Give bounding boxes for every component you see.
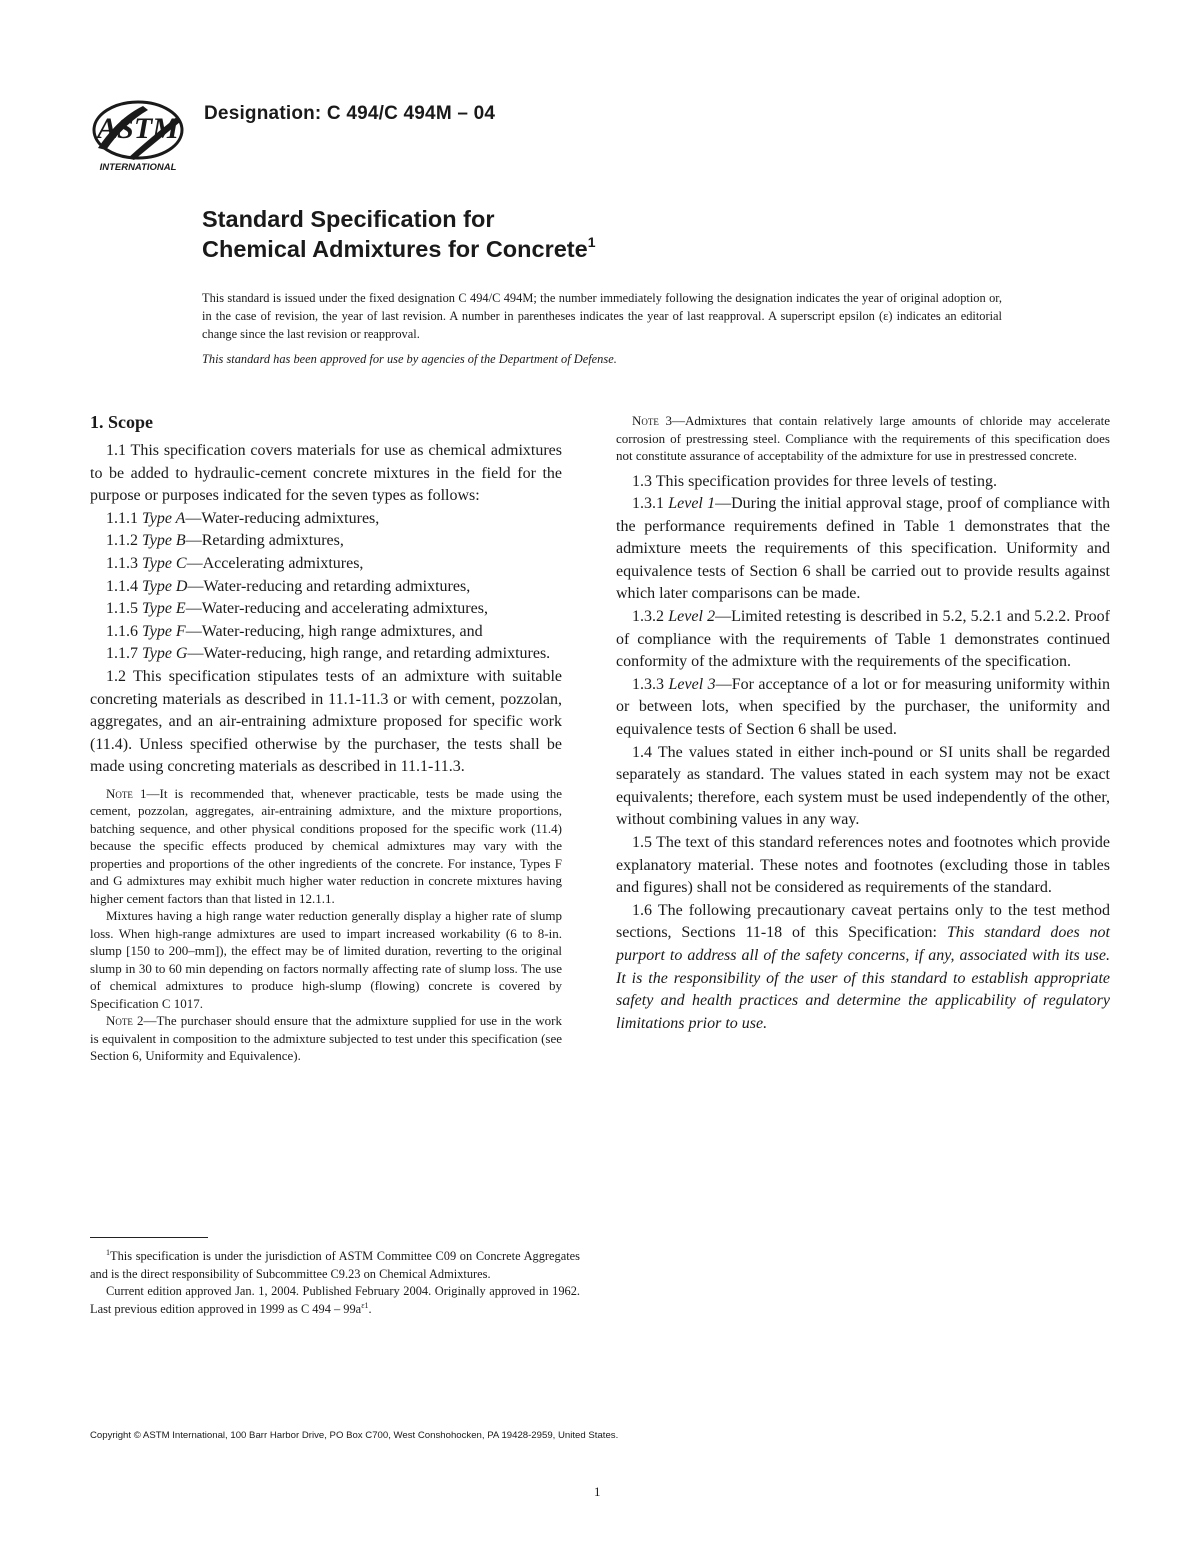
designation: Designation: C 494/C 494M – 04 (204, 103, 496, 124)
type-item: 1.1.7 Type G—Water-reducing, high range, and retarding admixtures. (106, 645, 551, 663)
paragraph-1-3-1: 1.3.1 Level 1—During the initial approval stage, proof of compliance with the performance requirements defined in Table 1 demonstrates that the admixture meets the requirements of this specification. Uniformity and equivalence tests of Section 6 shall be carried out to provide results against which later comparisons can be made. (616, 495, 1110, 603)
footnote-rule (90, 1237, 208, 1238)
types-list (90, 508, 562, 666)
paragraph-1-3-2: 1.3.2 Level 2—Limited retesting is described in 5.2, 5.2.1 and 5.2.2. Proof of compliance with the requirements of Table 1 demonstrates continued conformity of the admixture with the requirements of the specification. (616, 608, 1111, 671)
paragraph-1-2: 1.2 This specification stipulates tests of an admixture with suitable concreting materials as described in 11.1-11.3 or with cement, pozzolan, aggregates, and an air-entraining admixture proposed for specific work (11.4). Unless specified otherwise by the purchaser, the tests shall be made using concreting materials as described in 11.1-11.3. (90, 667, 562, 776)
svg-text:ASTM: ASTM (97, 112, 179, 145)
type-item: 1.1.1 Type A—Water-reducing admixtures, (106, 509, 380, 527)
astm-logo (88, 98, 188, 174)
type-item: 1.1.6 Type F—Water-reducing, high range admixtures, and (106, 622, 483, 640)
type-item: 1.1.3 Type C—Accelerating admixtures, (106, 554, 364, 572)
footnotes (90, 1248, 580, 1318)
title-line-2: Chemical Admixtures for Concrete$^1$ (202, 234, 596, 262)
safety-caveat: This standard does not purport to address all of the safety concerns, if any, associated with its use. It is the responsibility of the user of this standard to establish appropriate safety and health practices and determine the applicability of regulatory limitations prior to use. (616, 924, 1110, 1032)
page-number: 1 (594, 1484, 601, 1499)
paragraph-1-3-3: 1.3.3 Level 3—For acceptance of a lot or for measuring uniformity within or between lots, when specified by the purchaser, the uniformity and equivalence tests of Section 6 shall be used. (616, 675, 1110, 739)
left-column (90, 410, 562, 1065)
document-title (202, 204, 595, 264)
copyright: Copyright © ASTM International, 100 Barr Harbor Drive, PO Box C700, West Conshohocken, PA 19428-2959, United States. (90, 1430, 619, 1441)
title-footnote-marker: 1 (587, 234, 596, 250)
type-item: 1.1.2 Type B—Retarding admixtures, (106, 532, 344, 550)
footnote-1: $^1$This specification is under the jurisdiction of ASTM Committee C09 on Concrete Aggregates and is the direct responsibility of Subcommittee C9.23 on Chemical Admixtures. (90, 1248, 580, 1281)
paragraph-1-1: 1.1 This specification covers materials for use as chemical admixtures to be added to hydraulic-cement concrete mixtures in the field for the purpose or purposes indicated for the seven types as follows: (90, 442, 562, 505)
note-1: Note 1—It is recommended that, whenever practicable, tests be made using the cement, pozzolan, aggregates, air-entraining admixture, and the mixture proportions, batching sequence, and other physical conditions proposed for the specific work (11.4) because the specific effects produced by chemical admixtures may vary with the properties and proportions of the other ingredients of the concrete. For instance, Types F and G admixtures may exhibit much higher water reduction in concrete mixtures having higher cement factors than that listed in 12.1.1. (90, 785, 562, 906)
type-item: 1.1.5 Type E—Water-reducing and accelerating admixtures, (106, 600, 488, 618)
svg-text:INTERNATIONAL: INTERNATIONAL (99, 162, 177, 173)
note-3: Note 3—Admixtures that contain relatively large amounts of chloride may accelerate corrosion of prestressing steel. Compliance with the requirements of this specification does not constitute assurance of acceptability of the admixture for use in prestressed concrete. (616, 413, 1110, 463)
dod-note: This standard has been approved for use by agencies of the Department of Defense. (202, 352, 617, 366)
paragraph-1-3: 1.3 This specification provides for three levels of testing. (632, 472, 997, 490)
paragraph-1-6: 1.6 The following precautionary caveat pertains only to the test method sections, Sections 11-18 of this Specification: This standard does not purport to address all of the safety concerns, if any, associated with its use. It is the responsibility of the user of this standard to establish appropriate safety and health practices and determine the applicability of regulatory limitations prior to use. (616, 901, 1110, 1032)
paragraph-1-4: 1.4 The values stated in either inch-pound or SI units shall be regarded separately as standard. The values stated in each system may not be exact equivalents; therefore, each system must be used independently of the other, without combining values in any way. (616, 743, 1110, 829)
type-item: 1.1.4 Type D—Water-reducing and retarding admixtures, (106, 577, 471, 595)
note-2: Note 2—The purchaser should ensure that the admixture supplied for use in the work is equivalent in composition to the admixture subjected to test under this specification (see Section 6, Uniformity and Equivalence). (90, 1013, 563, 1064)
issue-note: This standard is issued under the fixed designation C 494/C 494M; the number immediately following the designation indicates the year of original adoption or, in the case of revision, the year of last revision. A number in parentheses indicates the year of last reapproval. A superscript epsilon (ε) indicates an editorial change since the last revision or reapproval. (202, 291, 1002, 341)
title-line-1: Standard Specification for (202, 206, 495, 232)
right-column (616, 412, 1110, 1035)
section-heading: 1. Scope (90, 412, 153, 432)
paragraph-1-5: 1.5 The text of this standard references notes and footnotes which provide explanatory material. These notes and footnotes (excluding those in tables and figures) shall not be considered as requirements of the standard. (616, 834, 1110, 897)
footnote-1-edition: Current edition approved Jan. 1, 2004. Published February 2004. Originally approved in 1962. Last previous edition approved in 1999 as C $494 - 99a^{\varepsilon 1}$. (90, 1284, 580, 1316)
note-1-continued: Mixtures having a high range water reduction generally display a higher rate of slump loss. When high-range admixtures are used to impart increased workability (6 to 8-in. slump [150 to 200–mm]), the effect may be of limited duration, reverting to the original slump in 30 to 60 min depending on factors normally affecting rate of slump loss. The use of chemical admixtures to produce high-slump (flowing) concrete is covered by Specification C 1017. (90, 908, 562, 1011)
